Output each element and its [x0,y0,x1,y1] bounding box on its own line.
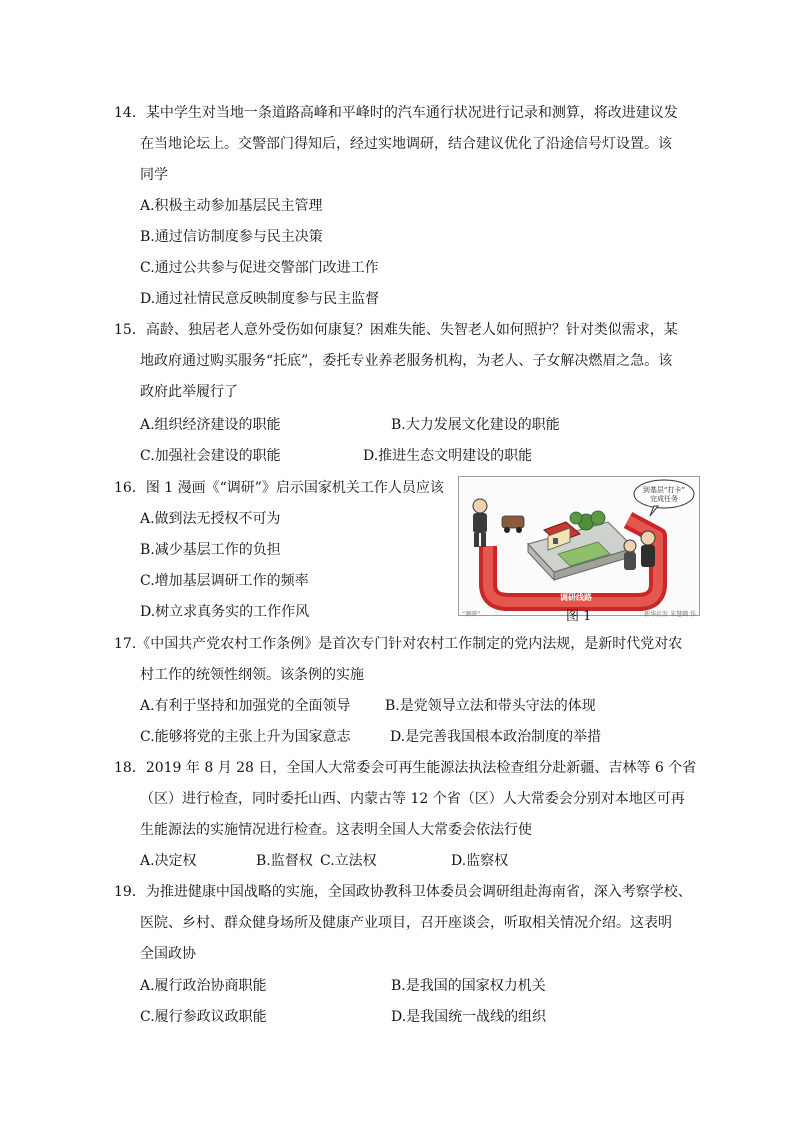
road-label: 调研线路 [560,593,592,602]
q14-option-a: A.积极主动参加基层民主管理 [140,198,323,214]
q16-option-a: A.做到法无授权不可为 [140,511,281,527]
q17-option-c: C.能够将党的主张上升为国家意志 [140,729,351,745]
q14-option-d: D.通过社情民意反映制度参与民主监督 [140,291,380,307]
q15-option-d: D.推进生态文明建设的职能 [363,448,533,464]
q18-stem-line-1: 18．2019 年 8 月 28 日，全国人大常委会可再生能源法执法检查组分赴新疆、吉林等 6 个省 [114,760,697,776]
q18-option-d: D.监察权 [451,853,509,869]
q19-option-c: C.履行参政议政职能 [140,1009,267,1025]
q15-option-a: A.组织经济建设的职能 [140,417,281,433]
q16-stem-line-1: 16．图 1 漫画《“调研”》启示国家机关工作人员应该 [114,480,444,496]
cartoon-illustration [458,476,700,616]
q17-option-a: A.有利于坚持和加强党的全面领导 [140,698,351,714]
q17-option-b: B.是党领导立法和带头守法的体现 [385,698,596,714]
q14-stem-line-2: 在当地论坛上。交警部门得知后，经过实地调研，结合建议优化了沿途信号灯设置。该 [140,136,672,152]
q15-option-b: B.大力发展文化建设的职能 [391,417,560,433]
q16-option-d: D.树立求真务实的工作作风 [140,604,310,620]
figure-1-caption: 图 1 [566,609,592,624]
q19-option-a: A.履行政治协商职能 [140,978,267,994]
q18-stem-line-2: （区）进行检查，同时委托山西、内蒙古等 12 个省（区）人大常委会分别对本地区可再 [140,791,685,807]
bubble-text-line-1: 到基层“打卡” [642,486,686,494]
q18-option-c: C.立法权 [320,853,377,869]
q18-option-a: A.决定权 [140,853,197,869]
q15-option-c: C.加强社会建设的职能 [140,448,281,464]
q17-stem-line-1: 17.《中国共产党农村工作条例》是首次专门针对农村工作制定的党内法规，是新时代党对农 [114,636,683,652]
q16-option-b: B.减少基层工作的负担 [140,542,281,558]
q19-stem-line-1: 19．为推进健康中国战略的实施，全国政协教科卫体委员会调研组赴海南省，深入考察学校、 [114,884,692,900]
q18-stem-line-3: 生能源法的实施情况进行检查。这表明全国人大常委会依法行使 [140,822,532,838]
q19-option-d: D.是我国统一战线的组织 [391,1009,547,1025]
q16-option-c: C.增加基层调研工作的频率 [140,573,309,589]
q14-stem-line-3: 同学 [140,167,168,183]
q19-option-b: B.是我国的国家权力机关 [391,978,546,994]
q15-stem-line-2: 地政府通过购买服务“托底”，委托专业养老服务机构，为老人、子女解决燃眉之急。该 [140,353,673,369]
q17-option-d: D.是完善我国根本政治制度的举措 [390,729,602,745]
q15-stem-line-3: 政府此举履行了 [140,384,238,400]
q15-stem-line-1: 15．高龄、独居老人意外受伤如何康复？困难失能、失智老人如何照护？针对类似需求，某 [114,322,678,338]
q14-stem-line-1: 14．某中学生对当地一条道路高峰和平峰时的汽车通行状况进行记录和测算，将改进建议发 [114,105,678,121]
figure-1-cartoon [458,476,700,628]
figure-credit-left: “调研” [462,611,481,618]
bubble-text-line-2: 完成任务 [650,495,678,503]
q14-option-c: C.通过公共参与促进交警部门改进工作 [140,260,379,276]
q18-option-b: B.监督权 [256,853,313,869]
q19-stem-line-2: 医院、乡村、群众健身场所及健康产业项目，召开座谈会，听取相关情况介绍。这表明 [140,915,672,931]
q17-stem-line-2: 村工作的统领性纲领。该条例的实施 [140,667,364,683]
figure-credit-right: 新华社发 朱慧卿 作 [644,611,696,618]
q19-stem-line-3: 全国政协 [140,946,196,962]
q14-option-b: B.通过信访制度参与民主决策 [140,229,323,245]
